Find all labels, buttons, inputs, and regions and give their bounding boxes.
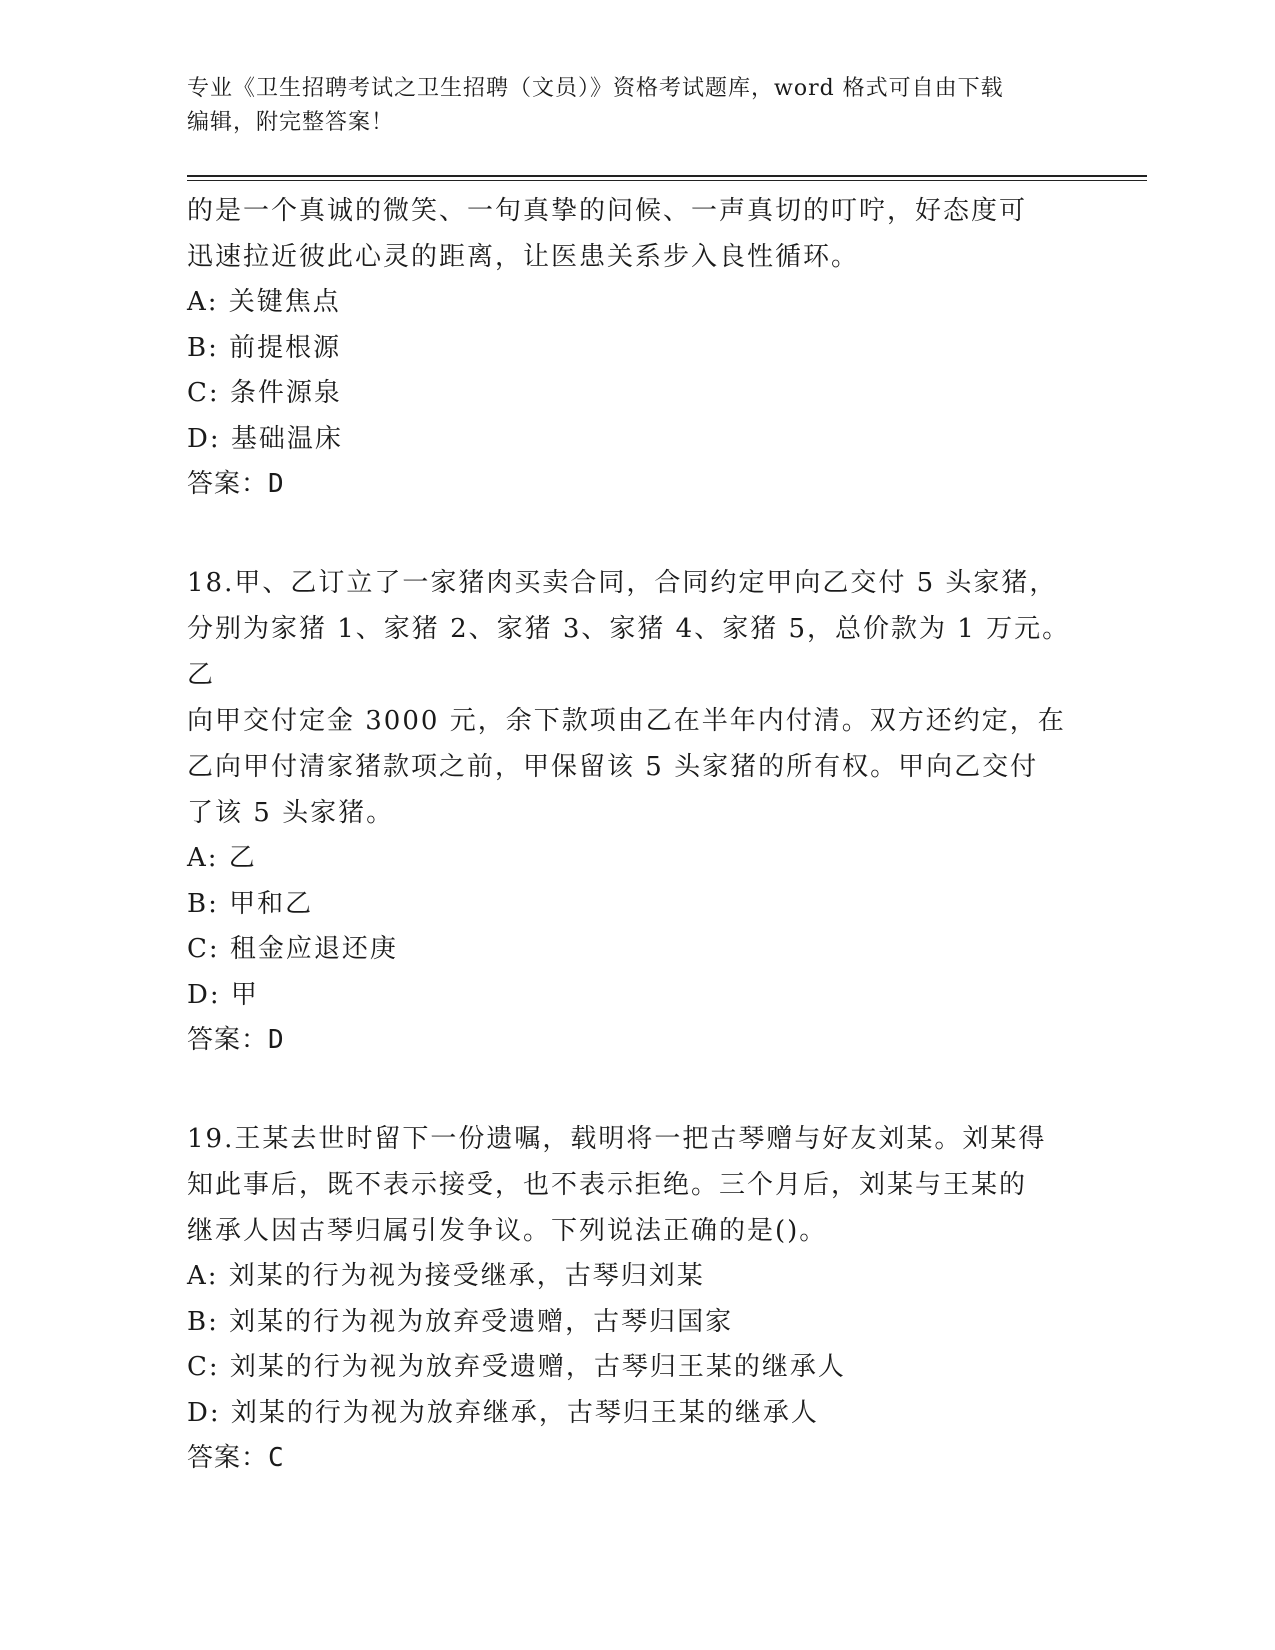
option-b: B: 前提根源: [187, 332, 342, 363]
option-a: A: 刘某的行为视为接受继承，古琴归刘某: [187, 1261, 705, 1291]
option-d: D: 刘某的行为视为放弃继承，古琴归王某的继承人: [187, 1397, 819, 1428]
question-text-line: 乙向甲付清家猪款项之前，甲保留该 5 头家猪的所有权。甲向乙交付: [187, 752, 1039, 782]
option-d: D: 甲: [187, 979, 259, 1010]
answer: [187, 1018, 1087, 1062]
question-text-line: 的是一个真诚的微笑、一句真挚的问候、一声真切的叮咛，好态度可: [187, 196, 1028, 226]
answer: [187, 462, 1087, 506]
answer-value: D: [268, 1025, 285, 1055]
question-text-line: 知此事后，既不表示接受，也不表示拒绝。三个月后，刘某与王某的: [187, 1170, 1028, 1200]
option-c: C: 条件源泉: [187, 378, 342, 408]
question-17: [187, 188, 1087, 506]
question-text-line: 19.王某去世时留下一份遗嘱，载明将一把古琴赠与好友刘某。刘某得: [187, 1124, 1047, 1154]
answer-label: 答案：: [187, 1443, 269, 1473]
answer-label: 答案：: [187, 469, 269, 499]
document-body: [187, 188, 1087, 1480]
header-rule-thick: [187, 175, 1147, 177]
option-b: B: 刘某的行为视为放弃受遗赠，古琴归国家: [187, 1306, 734, 1337]
option-b: B: 甲和乙: [187, 888, 314, 919]
answer-value: D: [268, 469, 285, 499]
question-text-line: 分别为家猪 1、家猪 2、家猪 3、家猪 4、家猪 5，总价款为 1 万元。乙: [187, 614, 1071, 690]
option-a: A: 关键焦点: [187, 287, 341, 317]
option-d: D: 基础温床: [187, 423, 343, 454]
header-rule-thin: [187, 180, 1147, 181]
question-text-line: 18.甲、乙订立了一家猪肉买卖合同，合同约定甲向乙交付 5 头家猪，: [187, 568, 1058, 598]
header-line-1: 专业《卫生招聘考试之卫生招聘（文员）》资格考试题库，word 格式可自由下载: [187, 76, 1004, 101]
option-c: C: 租金应退还庚: [187, 934, 398, 964]
answer-label: 答案：: [187, 1025, 269, 1055]
question-text-line: 迅速拉近彼此心灵的距离，让医患关系步入良性循环。: [187, 242, 860, 272]
question-18: [187, 560, 1087, 1062]
question-19: [187, 1116, 1087, 1480]
answer: [187, 1436, 1087, 1480]
option-a: A: 乙: [187, 843, 257, 873]
document-header: [187, 72, 1087, 140]
option-c: C: 刘某的行为视为放弃受遗赠，古琴归王某的继承人: [187, 1352, 846, 1382]
question-text-line: 向甲交付定金 3000 元，余下款项由乙在半年内付清。双方还约定，在: [187, 706, 1066, 736]
header-line-2: 编辑，附完整答案！: [187, 110, 395, 135]
answer-value: C: [268, 1443, 285, 1473]
question-text-line: 了该 5 头家猪。: [187, 798, 395, 828]
question-text-line: 继承人因古琴归属引发争议。下列说法正确的是()。: [187, 1216, 828, 1246]
